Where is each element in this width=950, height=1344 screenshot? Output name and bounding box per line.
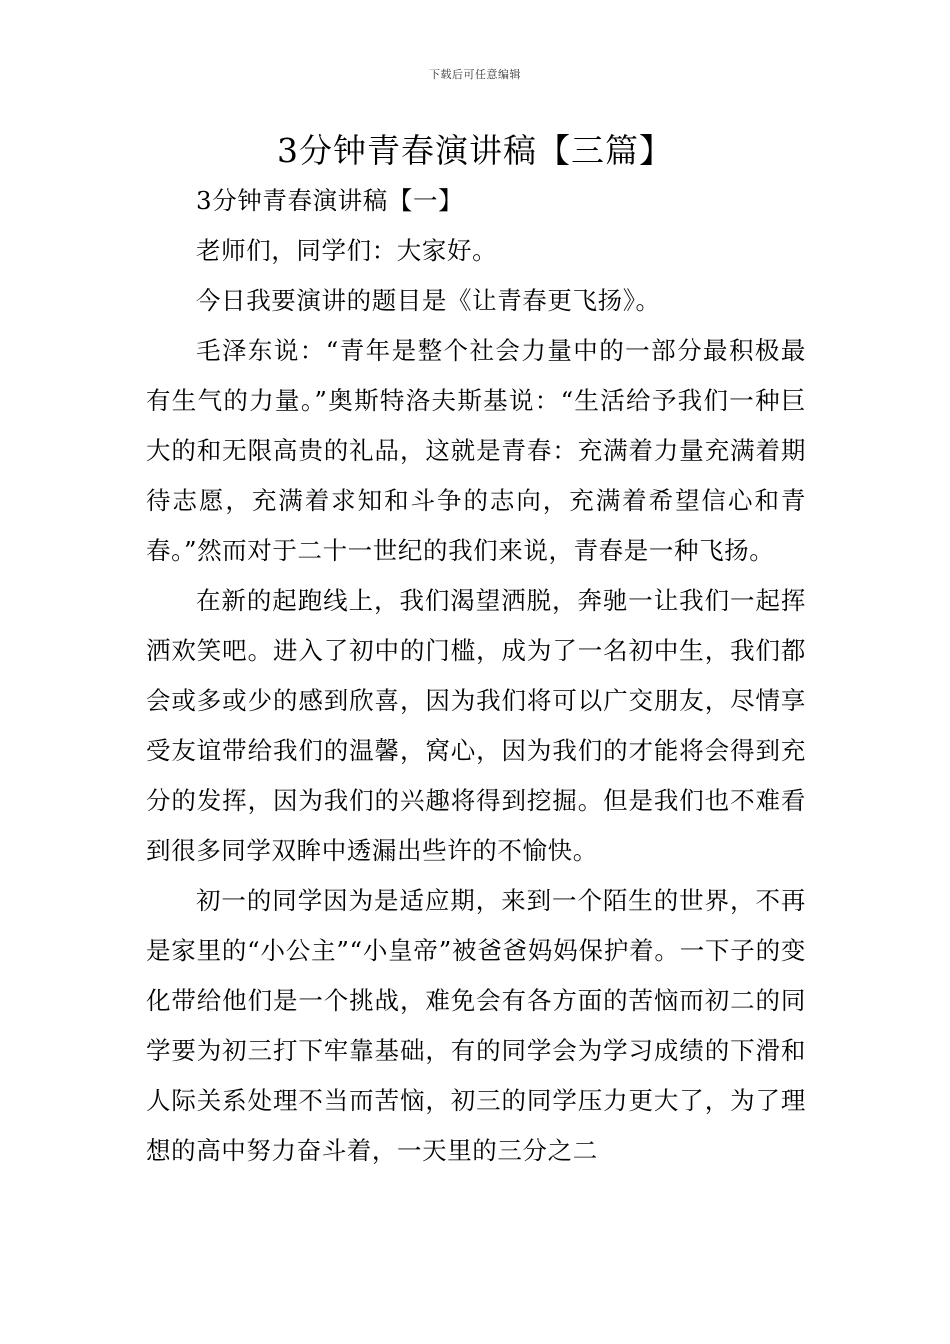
body-paragraph: 在新的起跑线上，我们渴望洒脱，奔驰一让我们一起挥洒欢笑吧。进入了初中的门槛，成为了一名初中生，我们都会或多或少的感到欣喜，因为我们将可以广交朋友，尽情享受友谊带给我们的温馨，窝心，因为我们的才能将会得到充分的发挥，因为我们的兴趣将得到挖掘。但是我们也不难看到很多同学双眸中透漏出些许的不愉快。 bbox=[146, 586, 806, 865]
body-paragraph: 毛泽东说：“青年是整个社会力量中的一部分最积极最有生气的力量。”奥斯特洛夫斯基说：“生活给予我们一种巨大的和无限高贵的礼品，这就是青春：充满着力量充满着期待志愿，充满着求知和斗争的志向，充满着希望信心和青春。”然而对于二十一世纪的我们来说，青春是一种飞扬。 bbox=[146, 336, 806, 565]
document-title: 3分钟青春演讲稿【三篇】 bbox=[277, 131, 673, 170]
header-note: 下载后可任意编辑 bbox=[429, 68, 521, 81]
body-paragraph: 初一的同学因为是适应期，来到一个陌生的世界，不再是家里的“小公主”“小皇帝”被爸爸妈妈保护着。一下子的变化带给他们是一个挑战，难免会有各方面的苦恼而初二的同学要为初三打下牢靠基础，有的同学会为学习成绩的下滑和人际关系处理不当而苦恼，初三的同学压力更大了，为了理想的高中努力奋斗着，一天里的三分之二 bbox=[146, 886, 806, 1165]
greeting-paragraph: 老师们，同学们：大家好。 bbox=[196, 236, 498, 265]
section-heading: 3分钟青春演讲稿【一】 bbox=[196, 186, 464, 215]
topic-paragraph: 今日我要演讲的题目是《让青春更飞扬》。 bbox=[196, 286, 661, 315]
document-body bbox=[146, 176, 806, 1176]
